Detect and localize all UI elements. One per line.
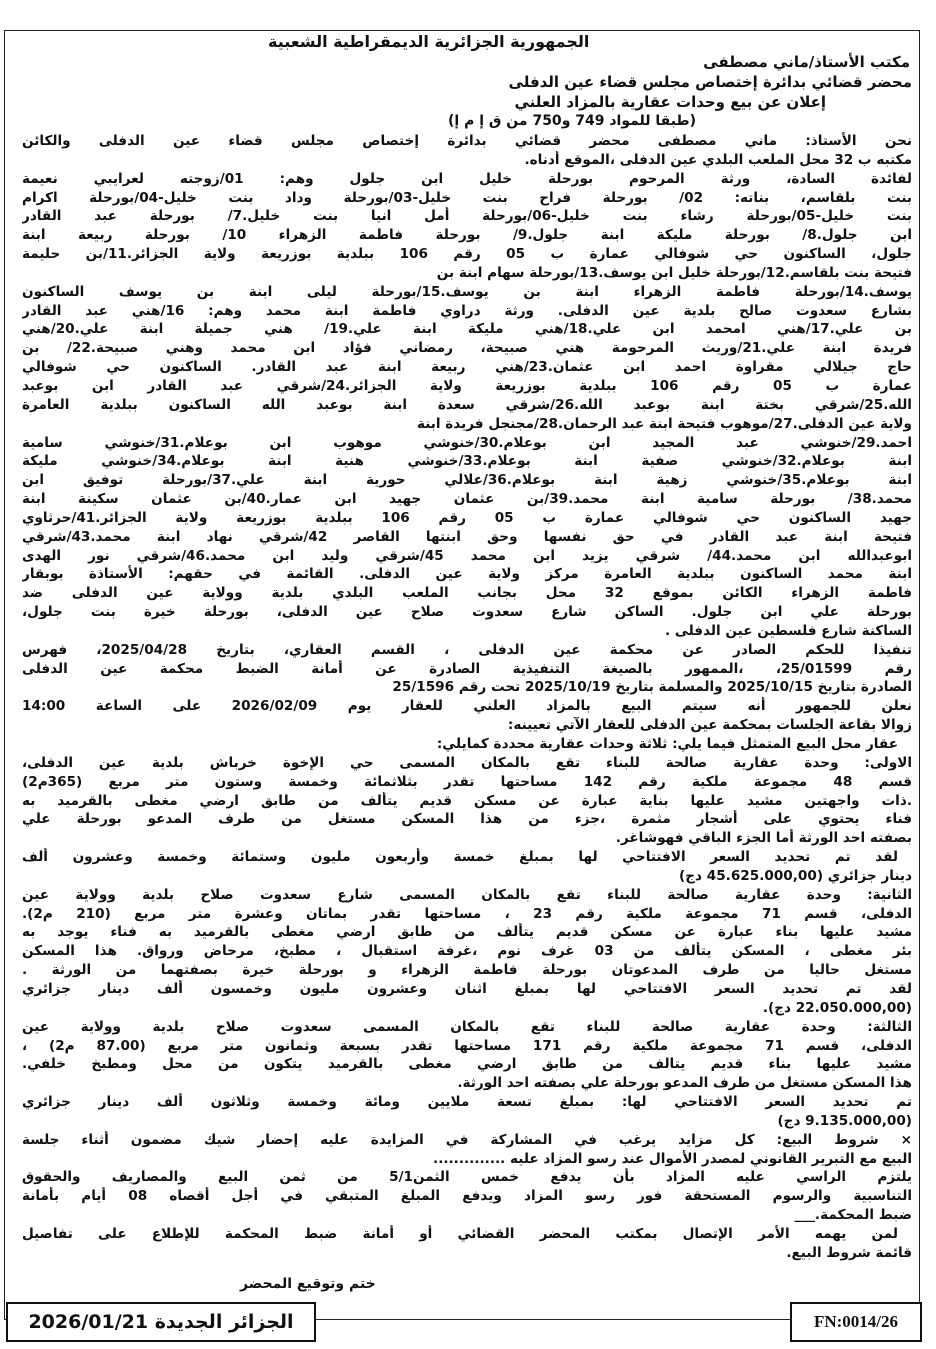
body-line: بصفته احد الورثة أما الجزء الباقي فهوشاغر. (615, 830, 912, 847)
body-line: الصادرة بتاريخ 2025/10/15 والمسلمة بتاريخ 2025/10/19 تحت رقم 25/1596 (392, 679, 912, 696)
body-line: جلول، الساكنون حي شوفالي عمارة ب 05 رقم 106 ببلدية بوزريعة ولاية الجزائر.11/بن حليمة (22, 246, 912, 263)
body-line: الثانية: وحدة عقارية صالحة للبناء تقع بالمكان المسمى شارع سعدوت صلاح بلدية وولاية عين (22, 886, 912, 903)
body-line: فاطمة الزهراء الكائن بموقع 32 محل بجانب الملعب البلدي بلدية وولاية عين الدفلى ضد (22, 585, 912, 602)
body-line: بن علي.17/هني امحمد ابن علي.18/هني مليكة ابنة علي.19/ هني جميلة ابنة علي.20/هني (22, 321, 912, 338)
office-name: مكتب الأستاذ/ماني مصطفى (703, 53, 910, 71)
body-line: ابنة محمد الساكنون ببلدية العامرة مركز ولاية عين الدفلى. القائمة في حقهم: الأستاذة بوبقار (22, 566, 912, 583)
notice-title: إعلان عن بيع وحدات عقارية بالمزاد العلني (514, 93, 826, 111)
publication-date-box: الجزائر الجديدة 2026/01/21 (6, 1302, 316, 1342)
body-line: × شروط البيع: كل مزايد يرغب في المشاركة في المزايدة عليه إحضار شيك مضمون أثناء جلسة (22, 1131, 912, 1148)
bailiff-jurisdiction: محضر قضائي بدائرة إختصاص مجلس قضاء عين الدفلى (508, 73, 912, 91)
body-line: ابنة بوعلام.35/خنوشي زهية ابنة بوعلام.36/علالي حورية ابنة علي.37/بورحلة توفيق ابن (22, 472, 912, 489)
body-line: مشيد عليها بناء عبارة عن مسكن قديم يتألف من طابق ارضي مغطى بالقرميد به فناء يوجد به (22, 924, 912, 941)
body-line: الاولى: وحدة عقارية صالحة للبناء تقع بالمكان المسمى حي الإخوة خرباش بلدية عين الدفلى، (22, 754, 912, 771)
body-line: الساكنة شارع فلسطين عين الدفلى . (664, 622, 912, 639)
body-line: مستغل حاليا من طرف المدعوتان بورحلة فاطمة الزهراء و بورحلة خيرة بصفتهما من الورثة . (22, 962, 912, 979)
signature-line: ختم وتوقيع المحضر (240, 1276, 376, 1292)
body-line: ابوعبدالله ابن محمد.44/ شرقي يزيد ابن محمد 45/شرقي وليد ابن محمد.46/شرقي نور الهدى (22, 547, 912, 564)
body-line: قائمة شروط البيع. (786, 1244, 912, 1261)
body-line: بشارع سعدوت صالح بلدية عين الدفلى. ورثة دراوي فاطمة ابنة محمد وهم: 16/هني عبد القادر (22, 302, 912, 319)
body-line: .ذات واجهتين مشيد عليها بناية عبارة عن مسكن قديم يتألف من طابق ارضي مغطى بالقرميد به (22, 792, 912, 809)
body-line: لقد تم تحديد السعر الافتتاحي لها بمبلغ اثنان وعشرون مليون وخمسون ألف دينار جزائري (22, 980, 912, 997)
body-line: بورحلة علي ابن جلول. الساكن شارع سعدوت صلاح عين الدفلى، بورحلة خيرة بنت جلول، (22, 604, 912, 621)
body-line: يوسف.14/بورحلة فاطمة الزهراء ابنة بن يوسف.15/بورحلة ليلى ابنة بن يوسف الساكنون (22, 283, 912, 300)
body-line: فناء يحتوي على أشجار مثمرة ،جزء من هذا المسكن مستغل من طرف المدعو بورحلة علي (22, 811, 912, 828)
notice-body (22, 132, 912, 1263)
legal-basis: (طبقا للمواد 749 و750 من ق إ م إ) (448, 113, 696, 129)
body-line: الدفلى، قسم 71 مجموعة ملكية رقم 23 ، مساحتها تقدر بماتان وعشرة متر مربع (210 م2). (22, 905, 912, 922)
body-line: فتيحة بنت بلقاسم.12/بورحلة خليل ابن يوسف.13/بورحلة سهام ابنة بن (436, 264, 912, 281)
body-line: نعلن للجمهور أنه سيتم البيع بالمزاد العلني للعقار يوم 2026/02/09 على الساعة 14:00 (22, 698, 912, 715)
body-line: يلتزم الراسي عليه المزاد بأن يدفع خمس الثمن5/1 من ثمن البيع والمصاريف والحقوق (22, 1169, 912, 1186)
body-line: بنت بلقاسم، بناته: 02/ بورحلة فراح بنت خليل-03/بورحلة وداد بنت خليل-04/بورحلة اكرام (22, 189, 912, 206)
body-line: زوالا بقاعة الجلسات بمحكمة عين الدفلى للعقار الآتي تعيينه: (507, 717, 912, 734)
body-line: محمد.38/ بورحلة سامية ابنة محمد.39/بن عثمان جهيد ابن عمار.40/بن عثمان سكينة ابنة (22, 491, 912, 508)
body-line: احمد.29/خنوشي عبد المجيد ابن بوعلام.30/خنوشي موهوب ابن بوعلام.31/خنوشي سامية (22, 434, 912, 451)
body-line: (9.135.000,00 دج) (777, 1112, 912, 1129)
body-line: تنفيذا للحكم الصادر عن محكمة عين الدفلى ، القسم العقاري، بتاريخ 2025/04/28، فهرس (22, 641, 912, 658)
body-line: تم تحديد السعر الافتتاحي لها: بمبلغ تسعة ملايين ومائة وخمسة وثلاثون ألف دينار جزائري (22, 1094, 912, 1111)
body-line: نحن الأستاذ: ماني مصطفى محضر قضائي بدائرة إختصاص مجلس قضاء عين الدفلى والكائن (22, 133, 912, 149)
body-line: لمن يهمه الأمر الإتصال بمكتب المحضر القضائي أو أمانة ضبط المحكمة للإطلاع على تفاصيل (22, 1225, 898, 1242)
body-line: قسم 48 مجموعة ملكية رقم 142 مساحتها تقدر بثلاثمائة وخمسة وستون متر مربع (365م2) (22, 773, 912, 790)
body-line: عمارة ب 05 رقم 106 ببلدية بوزريعة ولاية الجزائر.24/شرقي عبد القادر ابن بوعبد (22, 377, 912, 394)
body-line: فريدة ابنة علي.21/وريث المرحومة هني صبيحة، رمضاني فؤاد ابن محمد وهني صبيحة.22/ بن (22, 340, 912, 357)
body-line: رقم 25/01599، ،الممهور بالصيغة التنفيذية الصادرة عن أمانة الضبط محكمة عين الدفلى (22, 660, 912, 677)
body-line: عقار محل البيع المتمثل فيما يلي: ثلاثة وحدات عقارية محددة كمايلي: (436, 736, 898, 752)
body-line: ضبط المحكمة.___ (794, 1207, 912, 1224)
body-line: الله.25/شرقي بختة ابنة بوعبد الله.26/شرقي سعدة ابنة بوعبد الله الساكنون ببلدية العامرة (22, 396, 912, 413)
body-line: ابن جلول.8/ بورحلة مليكة ابنة جلول.9/ بورحلة فاطمة الزهراء 10/ بورحلة ربيعة ابنة (22, 227, 912, 244)
body-line: الدفلى، قسم 71 مجموعة ملكية رقم 171 مساحتها تقدر بسبعة وثمانون متر مربع (87.00 م2) ، (22, 1037, 912, 1054)
body-line: البيع مع التبرير القانوني لمصدر الأموال عند رسو المزاد عليه .............. (433, 1150, 912, 1167)
body-line: التناسبية والرسوم المستحقة فور رسو المزاد ويدفع المبلغ المتبقي في أجل أقصاه 08 أيام بأمانة (22, 1188, 912, 1205)
body-line: الثالثة: وحدة عقارية صالحة للبناء تقع بالمكان المسمى سعدوت صلاح بلدية وولاية عين (22, 1018, 912, 1035)
body-line: ابنة بوعلام.32/خنوشي صفية ابنة بوعلام.33/خنوشي هنية ابنة بوعلام.34/خنوشي مليكة (22, 453, 912, 470)
body-line: مكتبه ب 32 محل الملعب البلدي عين الدفلى ،الموقع أدناه. (524, 151, 912, 168)
body-line: بنت خليل-05/بورحلة رشاء بنت خليل-06/بورحلة أمل انيا بنت خليل.7/ بورحلة عبد القادر (22, 208, 912, 225)
body-line: فتيحة ابنة عبد القادر في حق نفسها وحق ابنتها القاصر 42/شرقي نهاد ابنة محمد.43/شرقي (22, 528, 912, 545)
body-line: مشيد عليها بناء قديم يتالف من طابق ارضي مغطى بالقرميد يتكون من محل ومطبخ خلفي. (22, 1056, 912, 1073)
body-line: جهيد الساكنون حي شوفالي عمارة ب 05 رقم 106 ببلدية بوزريعة ولاية الجزائر.41/حرثاوي (22, 509, 912, 526)
body-line: لفائدة السادة، ورثة المرحوم بورحلة خليل ابن جلول وهم: 01/زوجته لعرايبي نعيمة (22, 170, 912, 187)
body-line: بئر مغطى ، المسكن يتألف من 03 غرف نوم ،غرفة استقبال ، مطبخ، مرحاض ورواق. هذا المسكن (22, 943, 912, 960)
body-line: هذا المسكن مستغل من طرف المدعو بورحلة علي بصفته احد الورثة. (457, 1075, 912, 1092)
body-line: دينار جزائري (45.625.000,00 دج) (679, 867, 912, 884)
body-line: ولاية عين الدفلى.27/موهوب فتيحة ابنة عبد الرحمان.28/مجنجل فريدة ابنة (416, 415, 912, 432)
body-line: لقد تم تحديد السعر الافتتاحي لها بمبلغ خمسة وأربعون مليون وستمائة وخمسة وعشرون ألف (22, 849, 898, 866)
body-line: (22.050.000,00 دج). (762, 999, 912, 1016)
reference-number-box: FN:0014/26 (790, 1302, 922, 1342)
body-line: حاج جيلالي مقراوة احمد ابن عثمان.23/هني ربيعة ابنة عبد القادر. الساكنون حي شوفالي (22, 359, 912, 376)
republic-heading: الجمهورية الجزائرية الديمقراطية الشعبية (268, 32, 590, 51)
